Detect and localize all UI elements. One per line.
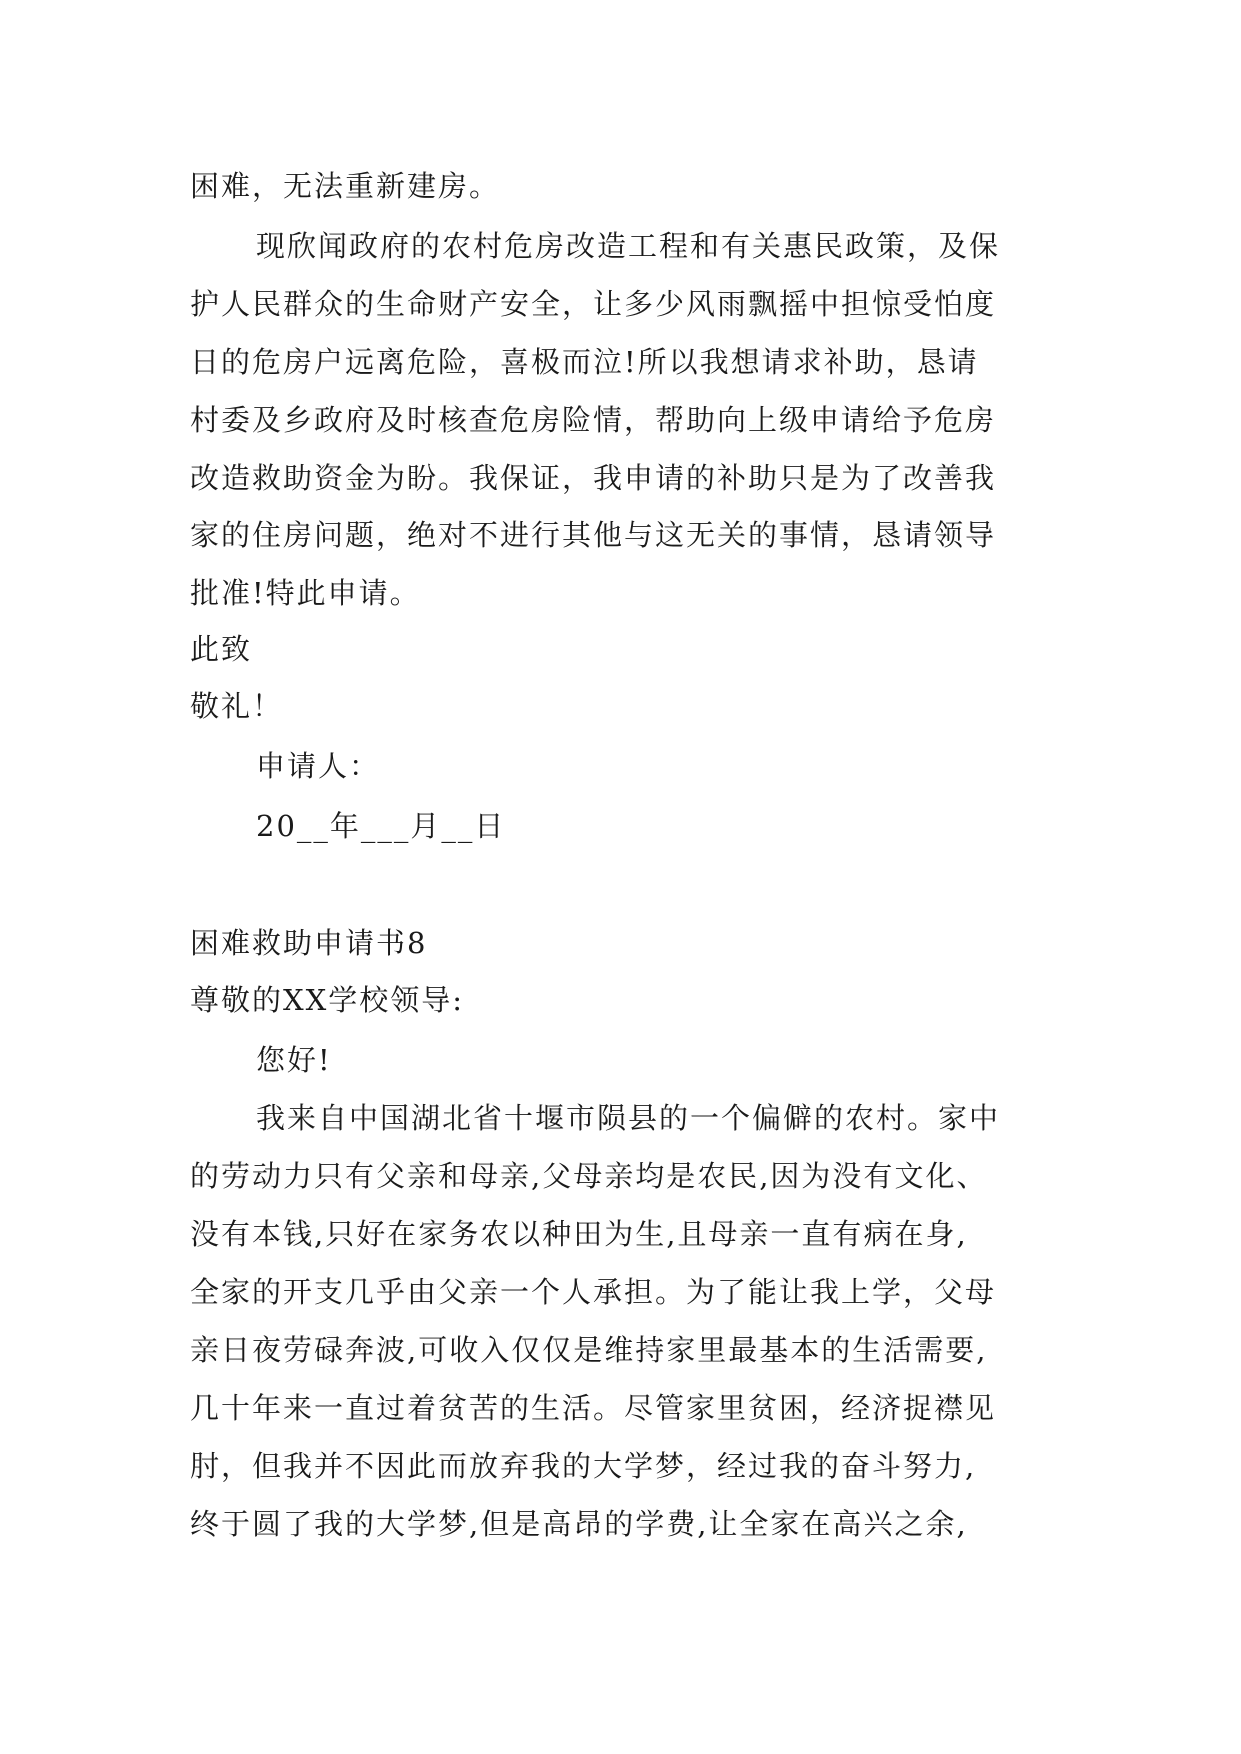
paragraph-line: 没有本钱,只好在家务农以种田为生,且母亲一直有病在身, [190,1217,968,1251]
paragraph-line: 家的住房问题，绝对不进行其他与这无关的事情，恳请领导 [190,518,997,552]
paragraph-line: 的劳动力只有父亲和母亲,父母亲均是农民,因为没有文化、 [190,1159,988,1193]
salutation: 尊敬的XX学校领导: [190,983,465,1017]
paragraph-line: 亲日夜劳碌奔波,可收入仅仅是维持家里最基本的生活需要, [190,1333,988,1367]
paragraph-line: 困难，无法重新建房。 [190,169,501,203]
greeting: 您好! [256,1043,332,1077]
paragraph-line: 日的危房户远离危险，喜极而泣!所以我想请求补助，恳请 [190,345,979,379]
paragraph-line: 几十年来一直过着贫苦的生活。尽管家里贫困，经济捉襟见 [190,1391,997,1425]
closing-line: 敬礼！ [190,689,284,723]
paragraph-line: 改造救助资金为盼。我保证，我申请的补助只是为了改善我 [190,461,997,495]
applicant-signature: 申请人： [256,749,381,783]
letter-title: 困难救助申请书8 [190,926,428,960]
paragraph-line: 全家的开支几乎由父亲一个人承担。为了能让我上学，父母 [190,1275,997,1309]
paragraph-line: 批准!特此申请。 [190,576,421,610]
paragraph-line: 现欣闻政府的农村危房改造工程和有关惠民政策，及保 [256,229,1001,263]
closing-line: 此致 [190,632,253,666]
paragraph-line: 肘，但我并不因此而放弃我的大学梦，经过我的奋斗努力, [190,1449,977,1483]
paragraph-line: 我来自中国湖北省十堰市陨县的一个偏僻的农村。家中 [256,1101,1001,1135]
paragraph-line: 护人民群众的生命财产安全，让多少风雨飘摇中担惊受怕度 [190,287,997,321]
paragraph-line: 村委及乡政府及时核查危房险情，帮助向上级申请给予危房 [190,403,997,437]
date-line: 20__年___月__日 [256,809,506,843]
paragraph-line: 终于圆了我的大学梦,但是高昂的学费,让全家在高兴之余, [190,1507,968,1541]
